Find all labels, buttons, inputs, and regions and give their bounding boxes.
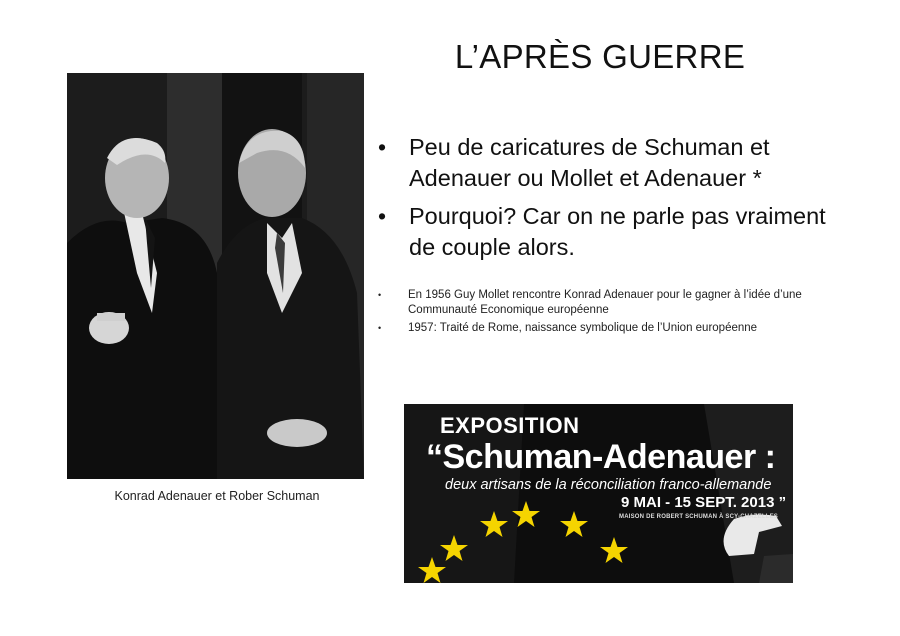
bullet-glyph: •: [378, 290, 382, 300]
historical-photo: [67, 73, 364, 479]
poster-heading: EXPOSITION: [440, 413, 580, 438]
detail-bullet-list: [378, 288, 848, 339]
bullet-text: En 1956 Guy Mollet rencontre Konrad Adenauer pour le gagner à l’idée d’une Communauté Economique européenne: [408, 289, 802, 316]
poster-place: MAISON DE ROBERT SCHUMAN À SCY-CHAZELLES: [619, 514, 779, 520]
detail-bullet-item: [378, 288, 848, 318]
exhibition-poster: [404, 404, 793, 583]
photo-illustration: [67, 73, 364, 479]
bullet-text: 1957: Traité de Rome, naissance symbolique de l’Union européenne: [408, 322, 758, 334]
slide-title: L’APRÈS GUERRE: [454, 38, 746, 75]
main-bullet-item: [378, 201, 848, 263]
bullet-glyph: •: [378, 203, 387, 229]
poster-dates: [621, 494, 786, 511]
photo-caption: Konrad Adenauer et Rober Schuman: [114, 489, 320, 503]
poster-subtitle: deux artisans de la réconciliation franco-allemande: [445, 477, 772, 493]
detail-bullet-item: [378, 321, 848, 336]
bullet-glyph: •: [378, 323, 382, 333]
bullet-glyph: •: [378, 134, 387, 160]
main-bullet-item: [378, 132, 848, 194]
poster-dates-text: 9 MAI - 15 SEPT. 2013: [621, 494, 775, 511]
bullet-text: Peu de caricatures de Schuman et Adenauer ou Mollet et Adenauer *: [409, 134, 770, 191]
poster-closing-quote: ”: [778, 494, 787, 511]
main-bullet-list: [378, 132, 848, 270]
bullet-text: Pourquoi? Car on ne parle pas vraiment de couple alors.: [409, 203, 826, 260]
poster-name-line: “Schuman-Adenauer :: [426, 438, 776, 476]
